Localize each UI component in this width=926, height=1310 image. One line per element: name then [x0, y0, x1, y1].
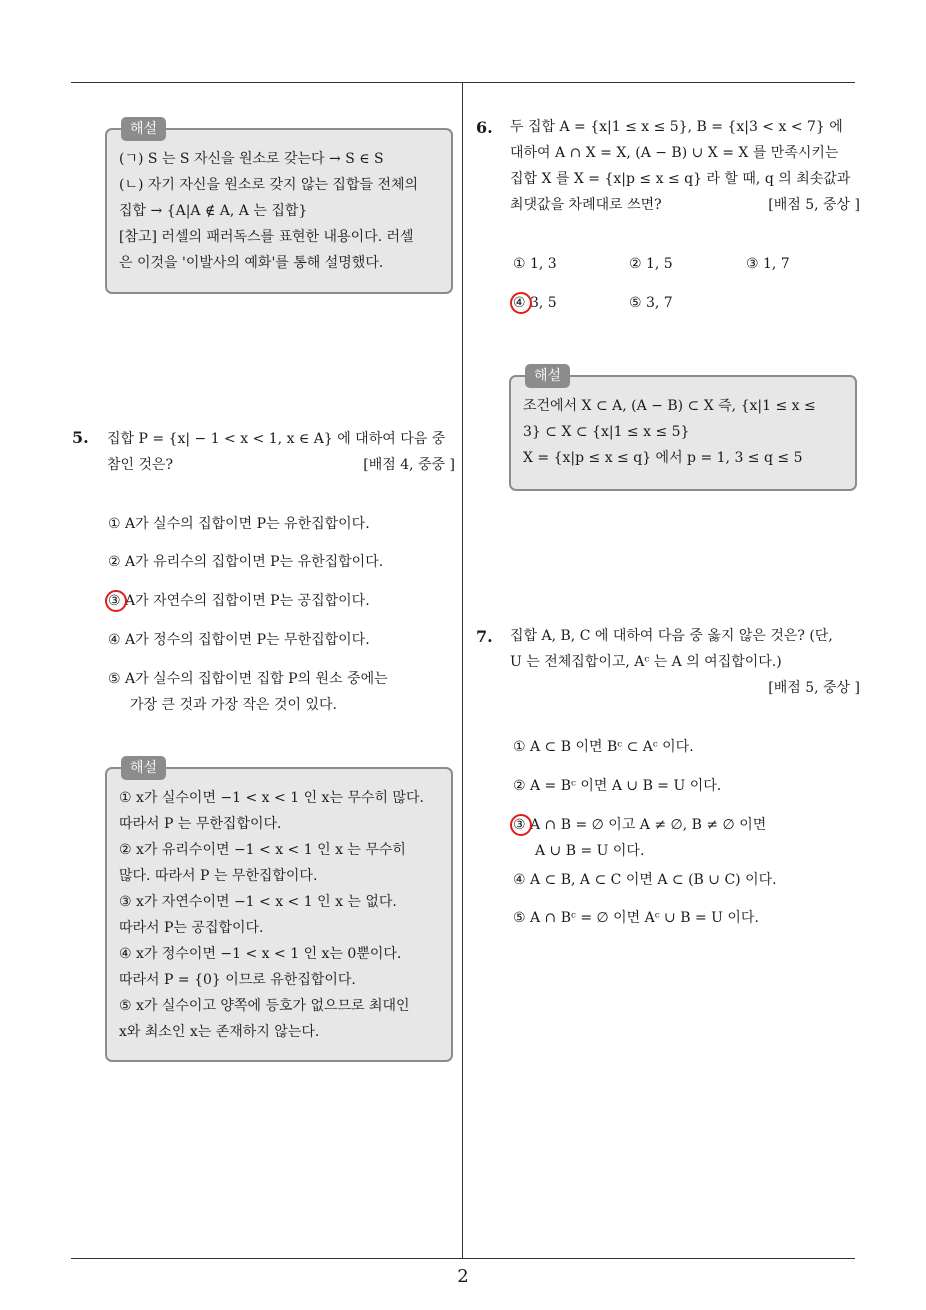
- question-line: 집합 X 를 X = {x|p ≤ x ≤ q} 라 할 때, q 의 최솟값과: [510, 171, 851, 187]
- solution-line: [참고] 러셀의 패러독스를 표현한 내용이다. 러셀: [119, 229, 414, 245]
- q7-option-4[interactable]: ④ A ⊂ B, A ⊂ C 이면 A ⊂ (B ∪ C) 이다.: [513, 872, 777, 888]
- answer-circle-mark: [105, 590, 127, 612]
- option-text-cont: A ∪ B = U 이다.: [535, 843, 645, 859]
- question-7-number: 7.: [476, 627, 493, 646]
- solution-line: 따라서 P는 공집합이다.: [119, 920, 264, 936]
- solution-line: ③ x가 자연수이면 −1 < x < 1 인 x 는 없다.: [119, 894, 397, 910]
- solution-tag: 해설: [525, 364, 570, 388]
- solution-line: 많다. 따라서 P 는 무한집합이다.: [119, 868, 318, 884]
- q6-option-5[interactable]: ⑤ 3, 7: [629, 295, 673, 311]
- question-5-text: [107, 426, 455, 478]
- option-text-cont: 가장 큰 것과 가장 작은 것이 있다.: [130, 697, 337, 713]
- bottom-rule: [71, 1258, 855, 1259]
- solution-line: ④ x가 정수이면 −1 < x < 1 인 x는 0뿐이다.: [119, 946, 402, 962]
- solution-box-6: [509, 368, 857, 491]
- solution-line: 은 이것을 '이발사의 예화'를 통해 설명했다.: [119, 255, 384, 271]
- question-7-points: [배점 5, 중상 ]: [768, 680, 860, 696]
- solution-line: 따라서 P = {0} 이므로 유한집합이다.: [119, 972, 356, 988]
- solution-tag: 해설: [121, 756, 166, 780]
- option-text: ⑤ A가 실수의 집합이면 집합 P의 원소 중에는: [108, 671, 388, 687]
- q5-option-5[interactable]: [108, 666, 388, 718]
- option-text: ③ A ∩ B = ∅ 이고 A ≠ ∅, B ≠ ∅ 이면: [513, 817, 767, 833]
- page-number: 2: [457, 1266, 469, 1287]
- question-6-points: [배점 5, 중상 ]: [768, 197, 860, 213]
- question-5-number: 5.: [72, 428, 89, 447]
- solution-tag: 해설: [121, 117, 166, 141]
- solution-line: ① x가 실수이면 −1 < x < 1 인 x는 무수히 많다.: [119, 790, 424, 806]
- solution-line: ⑤ x가 실수이고 양쪽에 등호가 없으므로 최대인: [119, 998, 410, 1014]
- question-5-points: [배점 4, 중중 ]: [363, 457, 455, 473]
- solution-line: 집합 → {A|A ∉ A, A 는 집합}: [119, 203, 308, 219]
- q7-option-2[interactable]: ② A = Bᶜ 이면 A ∪ B = U 이다.: [513, 778, 722, 794]
- answer-circle-mark: [510, 814, 532, 836]
- q7-option-3[interactable]: [513, 812, 766, 864]
- question-line: 두 집합 A = {x|1 ≤ x ≤ 5}, B = {x|3 < x < 7} 에: [510, 119, 843, 135]
- q7-option-1[interactable]: ① A ⊂ B 이면 Bᶜ ⊂ Aᶜ 이다.: [513, 739, 694, 755]
- solution-line: 따라서 P 는 무한집합이다.: [119, 816, 282, 832]
- question-line: U 는 전체집합이고, Aᶜ 는 A 의 여집합이다.): [510, 654, 782, 670]
- solution-line: ② x가 유리수이면 −1 < x < 1 인 x 는 무수히: [119, 842, 406, 858]
- q5-option-3[interactable]: ③ A가 자연수의 집합이면 P는 공집합이다.: [108, 593, 370, 609]
- solution-box-4: [105, 121, 453, 294]
- question-line: 집합 P = {x| − 1 < x < 1, x ∈ A} 에 대하여 다음 중: [107, 431, 446, 447]
- q6-option-1[interactable]: ① 1, 3: [513, 256, 557, 272]
- column-divider: [462, 83, 463, 1259]
- question-6-text: [510, 114, 860, 218]
- answer-circle-mark: [510, 292, 532, 314]
- solution-line: (ㄴ) 자기 자신을 원소로 갖지 않는 집합들 전체의: [119, 177, 419, 193]
- solution-line: x와 최소인 x는 존재하지 않는다.: [119, 1024, 320, 1040]
- q5-option-1[interactable]: ① A가 실수의 집합이면 P는 유한집합이다.: [108, 516, 370, 532]
- question-6-number: 6.: [476, 118, 493, 137]
- solution-line: 3} ⊂ X ⊂ {x|1 ≤ x ≤ 5}: [523, 424, 690, 440]
- q6-option-3[interactable]: ③ 1, 7: [746, 256, 790, 272]
- question-line: [107, 452, 455, 478]
- solution-box-5: [105, 760, 453, 1062]
- top-rule: [71, 82, 855, 83]
- q5-option-4[interactable]: ④ A가 정수의 집합이면 P는 무한집합이다.: [108, 632, 370, 648]
- solution-line: X = {x|p ≤ x ≤ q} 에서 p = 1, 3 ≤ q ≤ 5: [523, 450, 803, 466]
- question-line-text: 참인 것은?: [107, 457, 174, 473]
- q7-option-5[interactable]: ⑤ A ∩ Bᶜ = ∅ 이면 Aᶜ ∪ B = U 이다.: [513, 910, 759, 926]
- question-line-text: 최댓값을 차례대로 쓰면?: [510, 197, 662, 213]
- question-7-text: [510, 623, 860, 701]
- solution-line: (ㄱ) S 는 S 자신을 원소로 갖는다 → S ∈ S: [119, 151, 384, 167]
- q6-option-4[interactable]: ④ 3, 5: [513, 295, 557, 311]
- q5-option-2[interactable]: ② A가 유리수의 집합이면 P는 유한집합이다.: [108, 554, 384, 570]
- q6-option-2[interactable]: ② 1, 5: [629, 256, 673, 272]
- question-line: 대하여 A ∩ X = X, (A − B) ∪ X = X 를 만족시키는: [510, 145, 839, 161]
- question-line: [510, 192, 860, 218]
- solution-line: 조건에서 X ⊂ A, (A − B) ⊂ X 즉, {x|1 ≤ x ≤: [523, 398, 816, 414]
- question-line: 집합 A, B, C 에 대하여 다음 중 옳지 않은 것은? (단,: [510, 628, 833, 644]
